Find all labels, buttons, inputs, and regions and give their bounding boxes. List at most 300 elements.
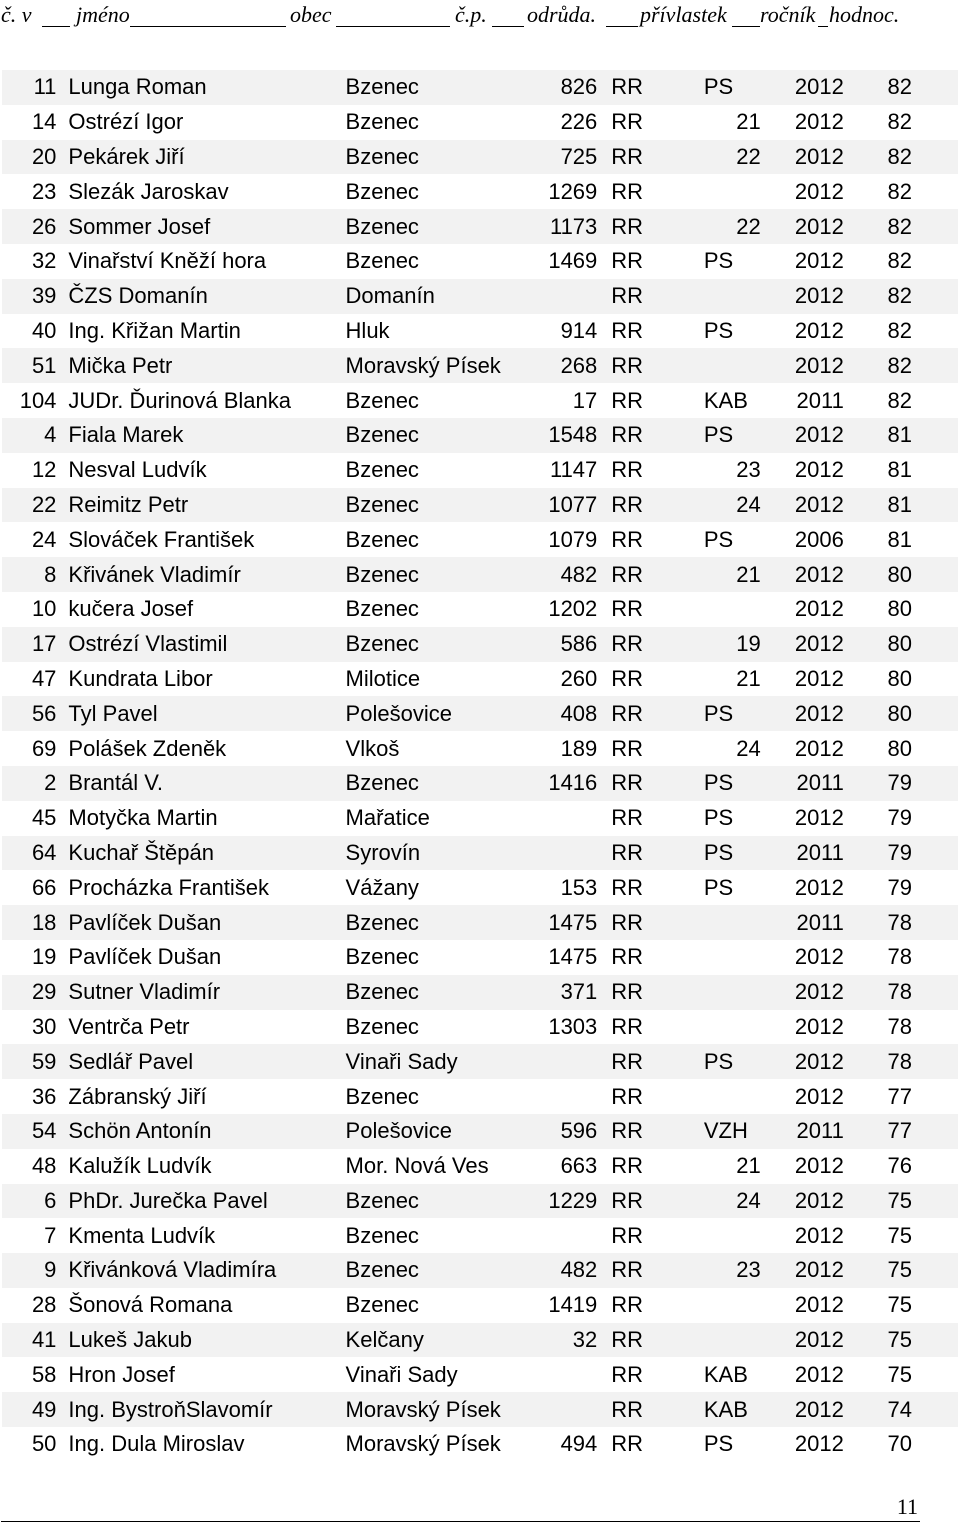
vintage-year-cell: 2012 (763, 975, 844, 1010)
grower-name-cell: ČZS Domanín (68, 279, 345, 314)
score-cell: 75 (844, 1253, 958, 1288)
entry-number-cell: 66 (2, 870, 68, 905)
town-cell: Bzenec (346, 209, 522, 244)
score-cell: 80 (844, 627, 958, 662)
score-cell: 81 (844, 453, 958, 488)
house-number-cell: 371 (522, 975, 612, 1010)
score-cell: 79 (844, 766, 958, 801)
grower-name-cell: Ing. BystroňSlavomír (68, 1392, 345, 1427)
house-number-cell (522, 1079, 612, 1114)
column-header-line (0, 0, 960, 34)
grower-name-cell: Mička Petr (68, 348, 345, 383)
town-cell: Bzenec (346, 1288, 522, 1323)
grower-name-cell: Sutner Vladimír (68, 975, 345, 1010)
house-number-cell: 189 (522, 731, 612, 766)
score-cell: 75 (844, 1218, 958, 1253)
grower-name-cell: Ventrča Petr (68, 1010, 345, 1045)
attribute-cell: 22 (704, 140, 763, 175)
town-cell: Moravský Písek (346, 1427, 522, 1462)
score-cell: 82 (844, 209, 958, 244)
variety-cell: RR (611, 1392, 704, 1427)
variety-cell: RR (611, 418, 704, 453)
attribute-cell (704, 1010, 763, 1045)
grower-name-cell: Křivánková Vladimíra (68, 1253, 345, 1288)
vintage-year-cell: 2012 (763, 557, 844, 592)
house-number-cell: 32 (522, 1323, 612, 1358)
entry-number-cell: 48 (2, 1149, 68, 1184)
variety-cell: RR (611, 1427, 704, 1462)
entry-number-cell: 12 (2, 453, 68, 488)
score-cell: 77 (844, 1114, 958, 1149)
score-cell: 81 (844, 522, 958, 557)
town-cell: Bzenec (346, 522, 522, 557)
house-number-cell: 408 (522, 696, 612, 731)
town-cell: Bzenec (346, 557, 522, 592)
score-cell: 82 (844, 383, 958, 418)
table-row (2, 244, 958, 279)
attribute-cell (704, 348, 763, 383)
town-cell: Mor. Nová Ves (346, 1149, 522, 1184)
entry-number-cell: 39 (2, 279, 68, 314)
town-cell: Bzenec (346, 627, 522, 662)
vintage-year-cell: 2012 (763, 105, 844, 140)
vintage-year-cell: 2011 (763, 836, 844, 871)
table-row (2, 1288, 958, 1323)
score-cell: 82 (844, 174, 958, 209)
house-number-cell: 268 (522, 348, 612, 383)
attribute-cell (704, 1323, 763, 1358)
entry-number-cell: 64 (2, 836, 68, 871)
grower-name-cell: Šonová Romana (68, 1288, 345, 1323)
variety-cell: RR (611, 1010, 704, 1045)
house-number-cell: 1079 (522, 522, 612, 557)
grower-name-cell: Lunga Roman (68, 70, 345, 105)
entry-number-cell: 30 (2, 1010, 68, 1045)
table-row (2, 1218, 958, 1253)
entry-number-cell: 51 (2, 348, 68, 383)
house-number-cell: 663 (522, 1149, 612, 1184)
grower-name-cell: Reimitz Petr (68, 488, 345, 523)
table-row (2, 836, 958, 871)
table-row (2, 209, 958, 244)
town-cell: Bzenec (346, 1184, 522, 1219)
score-cell: 81 (844, 418, 958, 453)
table-row (2, 1184, 958, 1219)
table-row (2, 592, 958, 627)
entry-number-cell: 10 (2, 592, 68, 627)
grower-name-cell: JUDr. Ďurinová Blanka (68, 383, 345, 418)
score-cell: 80 (844, 557, 958, 592)
score-cell: 74 (844, 1392, 958, 1427)
grower-name-cell: Ostrézí Vlastimil (68, 627, 345, 662)
score-cell: 82 (844, 348, 958, 383)
town-cell: Bzenec (346, 418, 522, 453)
attribute-cell: 23 (704, 453, 763, 488)
entry-number-cell: 54 (2, 1114, 68, 1149)
vintage-year-cell: 2012 (763, 279, 844, 314)
score-cell: 80 (844, 731, 958, 766)
attribute-cell: PS (704, 696, 763, 731)
score-cell: 78 (844, 940, 958, 975)
variety-cell: RR (611, 731, 704, 766)
town-cell: Bzenec (346, 1253, 522, 1288)
attribute-cell (704, 1288, 763, 1323)
score-cell: 78 (844, 975, 958, 1010)
grower-name-cell: Křivánek Vladimír (68, 557, 345, 592)
table-row (2, 1253, 958, 1288)
house-number-cell: 1229 (522, 1184, 612, 1219)
table-row (2, 70, 958, 105)
house-number-cell: 1147 (522, 453, 612, 488)
footer-rule (1, 1521, 920, 1522)
variety-cell: RR (611, 1357, 704, 1392)
variety-cell: RR (611, 1218, 704, 1253)
header-attribute: přívlastek (640, 2, 727, 27)
town-cell: Polešovice (346, 696, 522, 731)
vintage-year-cell: 2012 (763, 140, 844, 175)
vintage-year-cell: 2012 (763, 453, 844, 488)
variety-cell: RR (611, 1079, 704, 1114)
variety-cell: RR (611, 557, 704, 592)
entry-number-cell: 36 (2, 1079, 68, 1114)
vintage-year-cell: 2006 (763, 522, 844, 557)
house-number-cell: 260 (522, 662, 612, 697)
house-number-cell: 914 (522, 314, 612, 349)
town-cell: Bzenec (346, 766, 522, 801)
variety-cell: RR (611, 1253, 704, 1288)
header-underline (42, 26, 70, 27)
vintage-year-cell: 2012 (763, 244, 844, 279)
vintage-year-cell: 2011 (763, 383, 844, 418)
entry-number-cell: 40 (2, 314, 68, 349)
header-underline (606, 26, 638, 27)
table-row (2, 557, 958, 592)
vintage-year-cell: 2012 (763, 627, 844, 662)
attribute-cell: PS (704, 314, 763, 349)
header-cp: č.p. (455, 2, 487, 27)
table-row (2, 1427, 958, 1462)
attribute-cell: KAB (704, 1392, 763, 1427)
header-town: obec (290, 2, 332, 27)
entry-number-cell: 29 (2, 975, 68, 1010)
attribute-cell: PS (704, 418, 763, 453)
grower-name-cell: PhDr. Jurečka Pavel (68, 1184, 345, 1219)
entry-number-cell: 49 (2, 1392, 68, 1427)
score-cell: 77 (844, 1079, 958, 1114)
variety-cell: RR (611, 1288, 704, 1323)
vintage-year-cell: 2012 (763, 1427, 844, 1462)
score-cell: 80 (844, 662, 958, 697)
score-cell: 80 (844, 696, 958, 731)
table-row (2, 1114, 958, 1149)
town-cell: Bzenec (346, 1079, 522, 1114)
town-cell: Moravský Písek (346, 348, 522, 383)
grower-name-cell: Kundrata Libor (68, 662, 345, 697)
house-number-cell: 1419 (522, 1288, 612, 1323)
vintage-year-cell: 2012 (763, 731, 844, 766)
attribute-cell: 21 (704, 1149, 763, 1184)
entry-number-cell: 20 (2, 140, 68, 175)
table-row (2, 627, 958, 662)
house-number-cell: 1475 (522, 940, 612, 975)
table-row (2, 975, 958, 1010)
attribute-cell (704, 174, 763, 209)
attribute-cell: PS (704, 766, 763, 801)
entry-number-cell: 50 (2, 1427, 68, 1462)
entry-number-cell: 45 (2, 801, 68, 836)
grower-name-cell: kučera Josef (68, 592, 345, 627)
house-number-cell: 1202 (522, 592, 612, 627)
grower-name-cell: Kalužík Ludvík (68, 1149, 345, 1184)
attribute-cell (704, 1079, 763, 1114)
house-number-cell (522, 1357, 612, 1392)
town-cell: Kelčany (346, 1323, 522, 1358)
grower-name-cell: Pavlíček Dušan (68, 905, 345, 940)
vintage-year-cell: 2012 (763, 209, 844, 244)
house-number-cell: 153 (522, 870, 612, 905)
entry-number-cell: 24 (2, 522, 68, 557)
attribute-cell: 21 (704, 557, 763, 592)
house-number-cell: 1475 (522, 905, 612, 940)
vintage-year-cell: 2011 (763, 1114, 844, 1149)
entry-number-cell: 23 (2, 174, 68, 209)
variety-cell: RR (611, 662, 704, 697)
town-cell: Vlkoš (346, 731, 522, 766)
variety-cell: RR (611, 174, 704, 209)
town-cell: Mařatice (346, 801, 522, 836)
table-row (2, 348, 958, 383)
vintage-year-cell: 2012 (763, 488, 844, 523)
town-cell: Bzenec (346, 140, 522, 175)
score-cell: 78 (844, 905, 958, 940)
house-number-cell: 725 (522, 140, 612, 175)
attribute-cell: 23 (704, 1253, 763, 1288)
town-cell: Bzenec (346, 174, 522, 209)
table-row (2, 105, 958, 140)
table-row (2, 801, 958, 836)
header-underline (492, 26, 524, 27)
entry-number-cell: 59 (2, 1044, 68, 1079)
attribute-cell (704, 279, 763, 314)
variety-cell: RR (611, 1044, 704, 1079)
house-number-cell: 1173 (522, 209, 612, 244)
entry-number-cell: 56 (2, 696, 68, 731)
vintage-year-cell: 2012 (763, 418, 844, 453)
town-cell: Bzenec (346, 975, 522, 1010)
vintage-year-cell: 2012 (763, 1184, 844, 1219)
variety-cell: RR (611, 975, 704, 1010)
house-number-cell (522, 1392, 612, 1427)
variety-cell: RR (611, 766, 704, 801)
variety-cell: RR (611, 488, 704, 523)
score-cell: 81 (844, 488, 958, 523)
results-table-body (2, 70, 958, 1462)
attribute-cell: PS (704, 801, 763, 836)
score-cell: 75 (844, 1323, 958, 1358)
variety-cell: RR (611, 209, 704, 244)
score-cell: 82 (844, 70, 958, 105)
table-row (2, 383, 958, 418)
house-number-cell: 596 (522, 1114, 612, 1149)
house-number-cell: 1548 (522, 418, 612, 453)
vintage-year-cell: 2012 (763, 1288, 844, 1323)
score-cell: 76 (844, 1149, 958, 1184)
town-cell: Bzenec (346, 383, 522, 418)
town-cell: Bzenec (346, 244, 522, 279)
grower-name-cell: Vinařství Kněží hora (68, 244, 345, 279)
town-cell: Bzenec (346, 70, 522, 105)
variety-cell: RR (611, 870, 704, 905)
town-cell: Vážany (346, 870, 522, 905)
variety-cell: RR (611, 105, 704, 140)
house-number-cell: 17 (522, 383, 612, 418)
variety-cell: RR (611, 696, 704, 731)
header-underline (818, 26, 828, 27)
table-row (2, 1010, 958, 1045)
town-cell: Vinaři Sady (346, 1044, 522, 1079)
variety-cell: RR (611, 1323, 704, 1358)
variety-cell: RR (611, 940, 704, 975)
grower-name-cell: Slezák Jaroskav (68, 174, 345, 209)
table-row (2, 1392, 958, 1427)
town-cell: Moravský Písek (346, 1392, 522, 1427)
entry-number-cell: 6 (2, 1184, 68, 1219)
header-underline (336, 26, 450, 27)
score-cell: 82 (844, 244, 958, 279)
town-cell: Bzenec (346, 1010, 522, 1045)
grower-name-cell: Brantál V. (68, 766, 345, 801)
house-number-cell: 1269 (522, 174, 612, 209)
grower-name-cell: Nesval Ludvík (68, 453, 345, 488)
vintage-year-cell: 2012 (763, 1149, 844, 1184)
entry-number-cell: 18 (2, 905, 68, 940)
score-cell: 75 (844, 1288, 958, 1323)
attribute-cell: PS (704, 870, 763, 905)
entry-number-cell: 9 (2, 1253, 68, 1288)
score-cell: 70 (844, 1427, 958, 1462)
house-number-cell (522, 279, 612, 314)
grower-name-cell: Schön Antonín (68, 1114, 345, 1149)
grower-name-cell: Pekárek Jiří (68, 140, 345, 175)
header-cv: č. v (1, 2, 32, 27)
variety-cell: RR (611, 1184, 704, 1219)
vintage-year-cell: 2012 (763, 1010, 844, 1045)
grower-name-cell: Tyl Pavel (68, 696, 345, 731)
variety-cell: RR (611, 592, 704, 627)
grower-name-cell: Ostrézí Igor (68, 105, 345, 140)
score-cell: 82 (844, 314, 958, 349)
table-row (2, 453, 958, 488)
vintage-year-cell: 2012 (763, 174, 844, 209)
house-number-cell: 482 (522, 557, 612, 592)
town-cell: Bzenec (346, 905, 522, 940)
results-table (2, 70, 958, 1462)
table-row (2, 314, 958, 349)
score-cell: 79 (844, 801, 958, 836)
variety-cell: RR (611, 314, 704, 349)
entry-number-cell: 41 (2, 1323, 68, 1358)
grower-name-cell: Zábranský Jiří (68, 1079, 345, 1114)
header-variety: odrůda. (527, 2, 597, 27)
score-cell: 78 (844, 1044, 958, 1079)
table-row (2, 522, 958, 557)
house-number-cell (522, 1218, 612, 1253)
grower-name-cell: Sommer Josef (68, 209, 345, 244)
table-row (2, 488, 958, 523)
score-cell: 82 (844, 105, 958, 140)
table-row (2, 905, 958, 940)
vintage-year-cell: 2012 (763, 1044, 844, 1079)
grower-name-cell: Pavlíček Dušan (68, 940, 345, 975)
grower-name-cell: Ing. Křižan Martin (68, 314, 345, 349)
vintage-year-cell: 2012 (763, 1253, 844, 1288)
vintage-year-cell: 2012 (763, 70, 844, 105)
entry-number-cell: 17 (2, 627, 68, 662)
entry-number-cell: 69 (2, 731, 68, 766)
attribute-cell: PS (704, 522, 763, 557)
variety-cell: RR (611, 279, 704, 314)
attribute-cell (704, 975, 763, 1010)
table-row (2, 1079, 958, 1114)
variety-cell: RR (611, 1114, 704, 1149)
entry-number-cell: 32 (2, 244, 68, 279)
attribute-cell: KAB (704, 383, 763, 418)
town-cell: Bzenec (346, 105, 522, 140)
variety-cell: RR (611, 801, 704, 836)
house-number-cell (522, 1044, 612, 1079)
variety-cell: RR (611, 383, 704, 418)
header-year: ročník (760, 2, 816, 27)
town-cell: Bzenec (346, 1218, 522, 1253)
attribute-cell (704, 905, 763, 940)
variety-cell: RR (611, 140, 704, 175)
attribute-cell: KAB (704, 1357, 763, 1392)
table-row (2, 766, 958, 801)
house-number-cell: 494 (522, 1427, 612, 1462)
header-underline (732, 26, 760, 27)
house-number-cell (522, 836, 612, 871)
header-underline (130, 26, 286, 27)
town-cell: Domanín (346, 279, 522, 314)
table-row (2, 174, 958, 209)
score-cell: 75 (844, 1184, 958, 1219)
house-number-cell: 482 (522, 1253, 612, 1288)
attribute-cell: VZH (704, 1114, 763, 1149)
house-number-cell: 826 (522, 70, 612, 105)
variety-cell: RR (611, 1149, 704, 1184)
grower-name-cell: Slováček František (68, 522, 345, 557)
vintage-year-cell: 2012 (763, 348, 844, 383)
variety-cell: RR (611, 522, 704, 557)
variety-cell: RR (611, 836, 704, 871)
vintage-year-cell: 2012 (763, 696, 844, 731)
score-cell: 82 (844, 279, 958, 314)
house-number-cell (522, 801, 612, 836)
town-cell: Bzenec (346, 453, 522, 488)
town-cell: Polešovice (346, 1114, 522, 1149)
table-row (2, 1044, 958, 1079)
house-number-cell: 1469 (522, 244, 612, 279)
grower-name-cell: Motyčka Martin (68, 801, 345, 836)
table-row (2, 418, 958, 453)
entry-number-cell: 58 (2, 1357, 68, 1392)
entry-number-cell: 22 (2, 488, 68, 523)
score-cell: 82 (844, 140, 958, 175)
entry-number-cell: 47 (2, 662, 68, 697)
entry-number-cell: 2 (2, 766, 68, 801)
town-cell: Bzenec (346, 940, 522, 975)
table-row (2, 1357, 958, 1392)
